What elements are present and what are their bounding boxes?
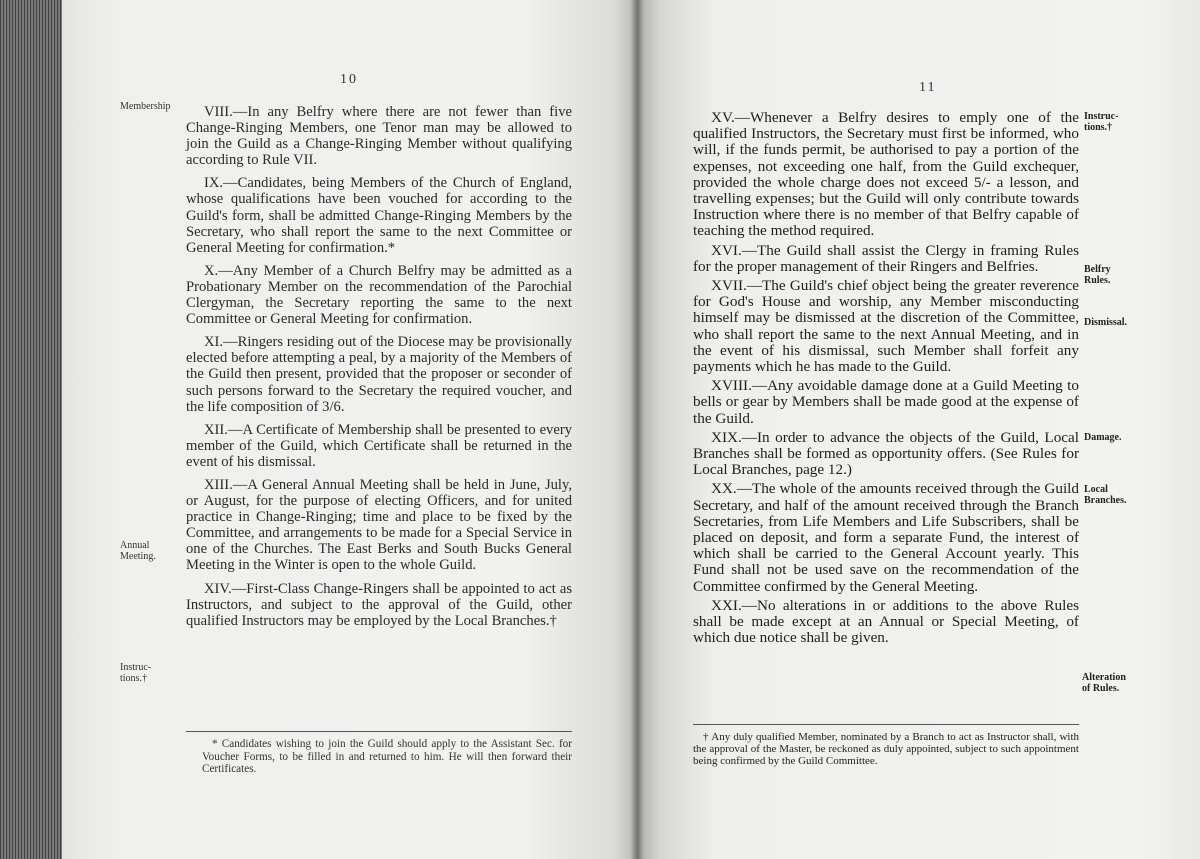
page-number: 10 (340, 72, 358, 87)
rule-paragraph: IX.—Candidates, being Members of the Church of England, whose qualifications have been vouched for according to the Guild's form, shall be admitted Change-Ringing Members by the Secretary, who shall report the same to the next Committee or General Meeting for confirmation.* (186, 175, 572, 256)
margin-note-belfry-rules (1084, 264, 1111, 286)
rule-paragraph: VIII.—In any Belfry where there are not fewer than five Change-Ringing Members, one Tenor man may be allowed to join the Guild as a Change-Ringing Member without qualifying according to Rule VII. (186, 104, 572, 169)
book-gutter (630, 0, 644, 859)
rule-paragraph: XIV.—First-Class Change-Ringers shall be appointed to act as Instructors, and subject to the approval of the Guild, other qualified Instructors may be employed by the Local Branches.† (186, 580, 572, 629)
margin-note-line: Meeting. (120, 551, 156, 562)
margin-note-instructions (120, 662, 151, 684)
page-number: 11 (919, 80, 937, 95)
rule-paragraph: XIX.—In order to advance the objects of the Guild, Local Branches shall be formed as opportunity offers. (See Rules for Local Branches, page 12.) (693, 428, 1079, 479)
margin-note-line: Rules. (1084, 275, 1111, 286)
margin-note-line: Alteration (1082, 672, 1126, 683)
rule-paragraph: X.—Any Member of a Church Belfry may be admitted as a Probationary Member on the recommendation of the Parochial Clergyman, the Secretary reporting the same to the next Committee or General Meeting for confirmation. (186, 262, 572, 328)
margin-note-alteration (1082, 672, 1126, 694)
rule-paragraph: XXI.—No alterations in or additions to the above Rules shall be made except at an Annual or Special Meeting, of which due notice shall be given. (693, 596, 1079, 647)
margin-note-line: Annual (120, 540, 150, 551)
page-edges (0, 0, 62, 859)
margin-note-line: tions.† (1084, 122, 1113, 133)
rule-paragraph: XIII.—A General Annual Meeting shall be held in June, July, or August, for the purpose of electing Officers, and for united practice in Change-Ringing; time and place to be fixed by the Committee, and arrangements to be made for a Special Service in one of the Churches. The East Berks and South Bucks General Meeting in the Winter is open to the whole Guild. (186, 476, 572, 574)
margin-note-local-branches (1084, 484, 1127, 506)
right-page (637, 0, 1200, 859)
margin-note-instructions (1084, 111, 1118, 133)
rule-paragraph: XV.—Whenever a Belfry desires to emply one of the qualified Instructors, the Secretary must first be informed, who will, if the funds permit, be authorised to pay a portion of the expenses, not exceeding one half, from the Guild exchequer, provided the whole charge does not exceed 5/- a lesson, and travelling expenses; but the Guild will only contribute towards Instruction where there is no member of that Belfry capable of teaching the method required. (693, 109, 1079, 240)
margin-note-line: of Rules. (1082, 683, 1120, 694)
margin-note-annual-meeting (120, 540, 156, 562)
rules-column (693, 110, 1079, 650)
footnote-divider (186, 731, 572, 732)
footnote-divider (693, 724, 1079, 725)
rule-paragraph: XX.—The whole of the amounts received through the Guild Secretary, and half of the amount received through the Branch Secretaries, from Life Members and Life Subscribers, shall be placed on deposit, and form a separate Fund, the interest of which shall be carried to the General Account yearly. This Fund shall not be used save on the recommendation of the Committee confirmed by the General Meeting. (693, 480, 1079, 595)
margin-note-line: tions.† (120, 673, 147, 684)
margin-note-membership: Membership (120, 101, 171, 112)
margin-note-line: Belfry (1084, 264, 1111, 275)
left-page (62, 0, 637, 859)
margin-note-dismissal: Dismissal. (1084, 317, 1128, 328)
rule-paragraph: XVII.—The Guild's chief object being the greater reverence for God's House and worship, any Member misconducting himself may be dismissed at the discretion of the Committee, who shall report the same to the next Annual Meeting, and in the event of his dismissal, such Member shall forfeit any payments which he has made to the Guild. (693, 277, 1079, 376)
margin-note-line: Branches. (1084, 495, 1127, 506)
margin-note-damage: Damage. (1084, 432, 1122, 443)
margin-note-line: Instruc- (120, 662, 152, 673)
rule-paragraph: XI.—Ringers residing out of the Diocese may be provisionally elected before attempting a peal, by a majority of the Members of the Guild then present, provided that the proposer or seconder of such persons forward to the Secretary the required voucher, and the life composition of 3/6. (186, 334, 572, 415)
footnote: † Any duly qualified Member, nominated by a Branch to act as Instructor shall, with the approval of the Master, be reckoned as duly appointed, subject to such appointment being confirmed by the Guild Committee. (693, 731, 1079, 768)
margin-note-line: Local (1084, 484, 1108, 495)
rules-column (186, 104, 572, 636)
footnote: * Candidates wishing to join the Guild should apply to the Assistant Sec. for Voucher Forms, to be filled in and returned to him. He will then forward their Certificates. (202, 738, 572, 775)
rule-paragraph: XII.—A Certificate of Membership shall be presented to every member of the Guild, which Certificate shall be returned in the event of his dismissal. (186, 421, 572, 470)
rule-paragraph: XVI.—The Guild shall assist the Clergy in framing Rules for the proper management of their Ringers and Belfries. (693, 241, 1079, 275)
margin-note-line: Instruc- (1084, 111, 1119, 122)
rule-paragraph: XVIII.—Any avoidable damage done at a Guild Meeting to bells or gear by Members shall be made good at the expense of the Guild. (693, 377, 1079, 427)
